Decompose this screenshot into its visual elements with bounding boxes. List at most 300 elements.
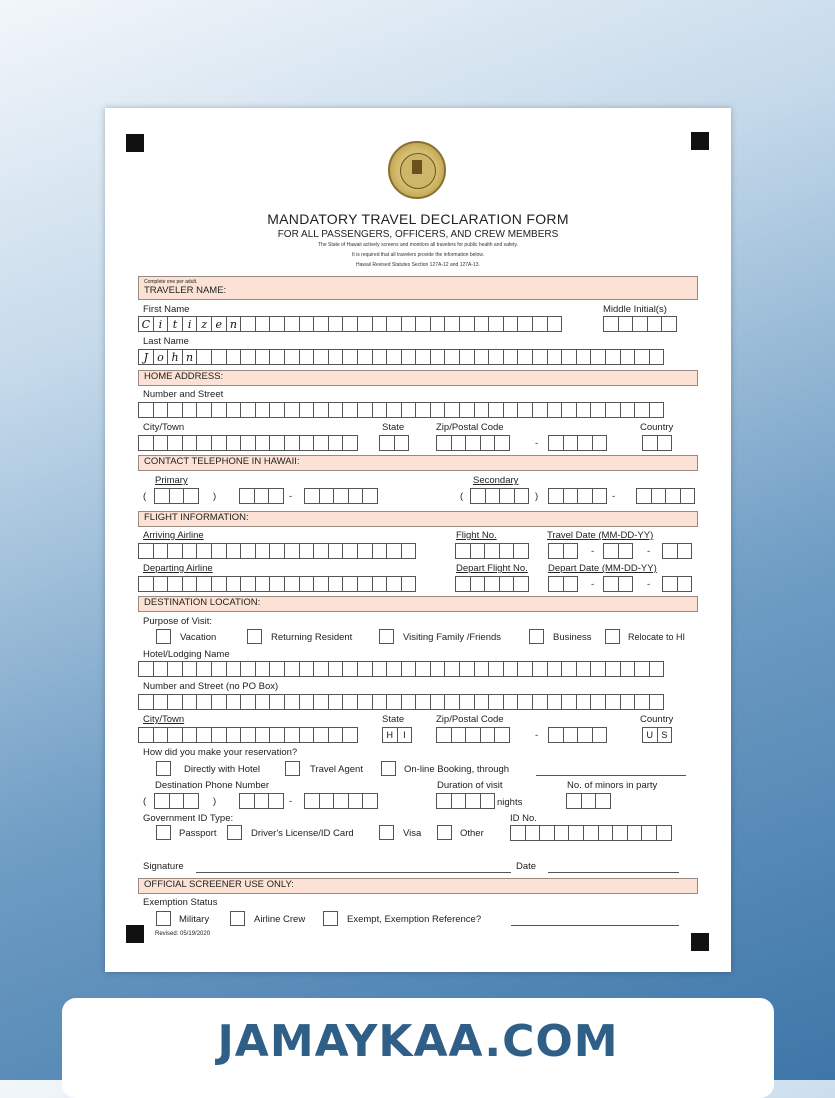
input-cell[interactable] [662,543,678,559]
input-cell[interactable] [348,488,364,504]
input-cell[interactable] [313,727,329,743]
input-cell[interactable] [182,661,198,677]
secondary-line-field[interactable] [636,488,694,504]
input-cell[interactable] [499,576,515,592]
primary-line-field[interactable] [304,488,377,504]
input-cell[interactable] [649,402,665,418]
exempt-checkbox[interactable] [323,911,338,926]
input-cell[interactable] [299,435,315,451]
input-cell[interactable] [240,694,256,710]
input-cell[interactable] [488,694,504,710]
input-cell[interactable] [254,793,270,809]
input-cell[interactable] [313,543,329,559]
input-cell[interactable] [372,402,388,418]
input-cell[interactable] [603,576,619,592]
input-cell[interactable] [532,349,548,365]
vacation-checkbox[interactable] [156,629,171,644]
input-cell[interactable] [503,316,519,332]
input-cell[interactable] [598,825,614,841]
input-cell[interactable]: i [153,316,169,332]
input-cell[interactable] [357,543,373,559]
input-cell[interactable] [269,694,285,710]
input-cell[interactable] [474,694,490,710]
input-cell[interactable] [576,349,592,365]
site-brand[interactable]: JAMAYKAA.COM [217,1016,619,1067]
input-cell[interactable] [269,316,285,332]
visa-checkbox[interactable] [379,825,394,840]
input-cell[interactable] [603,543,619,559]
input-cell[interactable] [328,435,344,451]
input-cell[interactable] [451,793,467,809]
input-cell[interactable] [415,349,431,365]
input-cell[interactable] [577,435,593,451]
input-cell[interactable] [153,727,169,743]
input-cell[interactable] [255,576,271,592]
input-cell[interactable] [485,488,501,504]
input-cell[interactable] [548,435,564,451]
input-cell[interactable] [342,727,358,743]
date-line[interactable] [548,872,679,873]
input-cell[interactable] [386,316,402,332]
input-cell[interactable] [211,576,227,592]
input-cell[interactable] [415,694,431,710]
input-cell[interactable] [459,349,475,365]
input-cell[interactable] [480,435,496,451]
input-cell[interactable] [480,793,496,809]
input-cell[interactable] [677,576,693,592]
input-cell[interactable] [342,661,358,677]
dest-area-code-field[interactable] [154,793,198,809]
passport-checkbox[interactable] [156,825,171,840]
input-cell[interactable] [328,661,344,677]
input-cell[interactable] [372,316,388,332]
input-cell[interactable] [138,661,154,677]
input-cell[interactable] [657,435,673,451]
input-cell[interactable] [372,543,388,559]
arriving-airline-field[interactable] [138,543,415,559]
input-cell[interactable] [342,402,358,418]
input-cell[interactable] [255,543,271,559]
input-cell[interactable] [592,488,608,504]
travel-date-yy[interactable] [662,543,691,559]
input-cell[interactable]: n [182,349,198,365]
input-cell[interactable] [386,543,402,559]
input-cell[interactable] [182,727,198,743]
input-cell[interactable] [372,694,388,710]
input-cell[interactable] [539,825,555,841]
input-cell[interactable] [649,349,665,365]
input-cell[interactable]: o [153,349,169,365]
input-cell[interactable] [333,488,349,504]
input-cell[interactable] [211,694,227,710]
input-cell[interactable]: S [657,727,673,743]
input-cell[interactable] [299,727,315,743]
input-cell[interactable] [342,316,358,332]
input-cell[interactable] [444,694,460,710]
input-cell[interactable] [605,402,621,418]
input-cell[interactable] [269,576,285,592]
input-cell[interactable] [357,661,373,677]
input-cell[interactable] [532,694,548,710]
input-cell[interactable] [138,727,154,743]
input-cell[interactable] [372,576,388,592]
input-cell[interactable] [284,661,300,677]
input-cell[interactable]: J [138,349,154,365]
input-cell[interactable] [138,576,154,592]
home-city-field[interactable] [138,435,357,451]
input-cell[interactable] [269,543,285,559]
input-cell[interactable] [634,661,650,677]
input-cell[interactable] [503,661,519,677]
input-cell[interactable] [284,727,300,743]
input-cell[interactable] [444,316,460,332]
input-cell[interactable] [583,825,599,841]
input-cell[interactable] [470,576,486,592]
visiting-family-checkbox[interactable] [379,629,394,644]
input-cell[interactable] [444,402,460,418]
input-cell[interactable] [211,727,227,743]
input-cell[interactable] [240,543,256,559]
relocate-checkbox[interactable] [605,629,620,644]
input-cell[interactable] [576,402,592,418]
input-cell[interactable] [342,694,358,710]
input-cell[interactable]: i [182,316,198,332]
input-cell[interactable] [183,793,199,809]
input-cell[interactable] [240,727,256,743]
depart-date-dd[interactable] [603,576,632,592]
input-cell[interactable] [284,435,300,451]
input-cell[interactable] [488,402,504,418]
input-cell[interactable] [167,435,183,451]
input-cell[interactable] [211,435,227,451]
input-cell[interactable] [211,661,227,677]
input-cell[interactable] [561,661,577,677]
input-cell[interactable]: U [642,727,658,743]
input-cell[interactable] [444,661,460,677]
input-cell[interactable] [474,402,490,418]
input-cell[interactable] [357,316,373,332]
input-cell[interactable] [436,727,452,743]
travel-date-mm[interactable] [548,543,577,559]
input-cell[interactable] [342,576,358,592]
input-cell[interactable] [153,543,169,559]
input-cell[interactable] [436,793,452,809]
input-cell[interactable] [255,694,271,710]
input-cell[interactable] [299,316,315,332]
minors-field[interactable] [566,793,610,809]
input-cell[interactable] [269,435,285,451]
input-cell[interactable] [568,825,584,841]
input-cell[interactable] [284,576,300,592]
input-cell[interactable] [333,793,349,809]
input-cell[interactable] [240,402,256,418]
input-cell[interactable] [226,576,242,592]
input-cell[interactable]: e [211,316,227,332]
input-cell[interactable] [362,793,378,809]
input-cell[interactable] [474,661,490,677]
input-cell[interactable] [226,543,242,559]
input-cell[interactable] [304,793,320,809]
input-cell[interactable] [488,349,504,365]
input-cell[interactable] [196,543,212,559]
input-cell[interactable] [196,349,212,365]
input-cell[interactable] [182,694,198,710]
input-cell[interactable] [499,488,515,504]
input-cell[interactable] [532,316,548,332]
input-cell[interactable] [269,661,285,677]
input-cell[interactable] [304,488,320,504]
secondary-prefix-field[interactable] [548,488,606,504]
primary-area-code-field[interactable] [154,488,198,504]
input-cell[interactable] [379,435,395,451]
input-cell[interactable] [138,694,154,710]
input-cell[interactable] [636,488,652,504]
home-street-field[interactable] [138,402,663,418]
input-cell[interactable] [680,488,696,504]
depart-flight-no-field[interactable] [455,576,528,592]
input-cell[interactable] [459,316,475,332]
input-cell[interactable] [581,793,597,809]
input-cell[interactable] [470,488,486,504]
input-cell[interactable] [386,402,402,418]
input-cell[interactable] [566,793,582,809]
depart-date-yy[interactable] [662,576,691,592]
input-cell[interactable] [436,435,452,451]
input-cell[interactable] [547,694,563,710]
input-cell[interactable] [372,661,388,677]
hotel-field[interactable] [138,661,663,677]
returning-resident-checkbox[interactable] [247,629,262,644]
input-cell[interactable] [465,793,481,809]
input-cell[interactable] [182,435,198,451]
input-cell[interactable] [240,349,256,365]
dest-zip-ext-field[interactable] [548,727,606,743]
input-cell[interactable] [503,402,519,418]
input-cell[interactable] [240,576,256,592]
input-cell[interactable] [255,316,271,332]
input-cell[interactable] [167,727,183,743]
input-cell[interactable] [319,793,335,809]
middle-initial-field[interactable] [603,316,676,332]
input-cell[interactable] [451,727,467,743]
input-cell[interactable] [167,402,183,418]
input-cell[interactable] [299,402,315,418]
input-cell[interactable] [618,576,634,592]
input-cell[interactable] [299,543,315,559]
input-cell[interactable]: z [196,316,212,332]
input-cell[interactable] [605,694,621,710]
input-cell[interactable] [554,825,570,841]
input-cell[interactable] [313,402,329,418]
input-cell[interactable] [284,402,300,418]
input-cell[interactable] [313,576,329,592]
input-cell[interactable] [627,825,643,841]
input-cell[interactable] [196,694,212,710]
input-cell[interactable] [255,402,271,418]
input-cell[interactable] [386,661,402,677]
first-name-field[interactable] [138,316,561,332]
input-cell[interactable] [386,576,402,592]
input-cell[interactable] [430,402,446,418]
input-cell[interactable] [401,402,417,418]
input-cell[interactable] [577,488,593,504]
input-cell[interactable] [532,661,548,677]
input-cell[interactable] [563,488,579,504]
input-cell[interactable] [357,349,373,365]
input-cell[interactable] [612,825,628,841]
input-cell[interactable] [284,694,300,710]
input-cell[interactable] [656,825,672,841]
input-cell[interactable] [470,543,486,559]
input-cell[interactable] [299,349,315,365]
last-name-field[interactable] [138,349,663,365]
input-cell[interactable] [517,402,533,418]
input-cell[interactable] [342,435,358,451]
input-cell[interactable] [510,825,526,841]
input-cell[interactable] [183,488,199,504]
home-country-field[interactable] [642,435,671,451]
input-cell[interactable] [394,435,410,451]
input-cell[interactable] [620,402,636,418]
depart-date-mm[interactable] [548,576,577,592]
input-cell[interactable] [328,727,344,743]
input-cell[interactable] [138,543,154,559]
dest-prefix-field[interactable] [239,793,283,809]
input-cell[interactable] [239,793,255,809]
input-cell[interactable] [401,661,417,677]
input-cell[interactable] [665,488,681,504]
input-cell[interactable] [451,435,467,451]
input-cell[interactable] [196,576,212,592]
input-cell[interactable] [328,402,344,418]
input-cell[interactable] [211,349,227,365]
input-cell[interactable] [595,793,611,809]
input-cell[interactable] [240,316,256,332]
input-cell[interactable] [561,349,577,365]
input-cell[interactable]: C [138,316,154,332]
input-cell[interactable] [226,402,242,418]
input-cell[interactable]: I [397,727,413,743]
input-cell[interactable] [319,488,335,504]
input-cell[interactable] [269,727,285,743]
input-cell[interactable] [561,402,577,418]
input-cell[interactable] [196,402,212,418]
input-cell[interactable] [632,316,648,332]
input-cell[interactable] [239,488,255,504]
duration-field[interactable] [436,793,494,809]
input-cell[interactable] [154,793,170,809]
input-cell[interactable] [328,694,344,710]
input-cell[interactable] [592,727,608,743]
input-cell[interactable] [401,543,417,559]
input-cell[interactable] [138,402,154,418]
input-cell[interactable] [605,349,621,365]
input-cell[interactable] [226,727,242,743]
input-cell[interactable] [357,576,373,592]
input-cell[interactable] [386,349,402,365]
input-cell[interactable] [357,694,373,710]
input-cell[interactable] [563,576,579,592]
travel-date-dd[interactable] [603,543,632,559]
input-cell[interactable] [484,576,500,592]
input-cell[interactable] [167,576,183,592]
input-cell[interactable] [662,576,678,592]
input-cell[interactable] [211,402,227,418]
input-cell[interactable] [484,543,500,559]
input-cell[interactable] [474,349,490,365]
input-cell[interactable] [590,661,606,677]
id-no-field[interactable] [510,825,671,841]
input-cell[interactable] [255,727,271,743]
input-cell[interactable] [255,661,271,677]
input-cell[interactable] [605,661,621,677]
input-cell[interactable] [494,435,510,451]
input-cell[interactable] [211,543,227,559]
input-cell[interactable] [474,316,490,332]
input-cell[interactable] [386,694,402,710]
input-cell[interactable] [547,349,563,365]
input-cell[interactable] [620,349,636,365]
input-cell[interactable] [677,543,693,559]
input-cell[interactable] [563,435,579,451]
input-cell[interactable] [328,543,344,559]
input-cell[interactable] [548,488,564,504]
input-cell[interactable] [313,316,329,332]
input-cell[interactable] [455,543,471,559]
input-cell[interactable] [618,316,634,332]
secondary-area-code-field[interactable] [470,488,528,504]
drivers-license-checkbox[interactable] [227,825,242,840]
input-cell[interactable] [548,727,564,743]
input-cell[interactable] [547,402,563,418]
input-cell[interactable] [357,402,373,418]
input-cell[interactable] [196,435,212,451]
input-cell[interactable] [513,543,529,559]
input-cell[interactable] [561,694,577,710]
input-cell[interactable] [313,349,329,365]
input-cell[interactable] [430,694,446,710]
input-cell[interactable] [348,793,364,809]
input-cell[interactable] [494,727,510,743]
input-cell[interactable] [401,316,417,332]
input-cell[interactable] [167,661,183,677]
input-cell[interactable] [444,349,460,365]
input-cell[interactable] [313,435,329,451]
input-cell[interactable] [299,661,315,677]
input-cell[interactable] [459,694,475,710]
input-cell[interactable] [603,316,619,332]
input-cell[interactable] [255,435,271,451]
input-cell[interactable] [647,316,663,332]
input-cell[interactable] [548,576,564,592]
input-cell[interactable] [649,694,665,710]
input-cell[interactable] [169,793,185,809]
input-cell[interactable] [517,694,533,710]
input-cell[interactable] [299,576,315,592]
input-cell[interactable] [517,661,533,677]
input-cell[interactable] [268,488,284,504]
input-cell[interactable] [576,661,592,677]
dest-state-field[interactable] [382,727,411,743]
input-cell[interactable] [284,316,300,332]
input-cell[interactable] [299,694,315,710]
travel-agent-checkbox[interactable] [285,761,300,776]
input-cell[interactable] [590,349,606,365]
exemption-reference-line[interactable] [511,925,679,926]
input-cell[interactable] [514,488,530,504]
input-cell[interactable] [488,661,504,677]
input-cell[interactable] [313,694,329,710]
